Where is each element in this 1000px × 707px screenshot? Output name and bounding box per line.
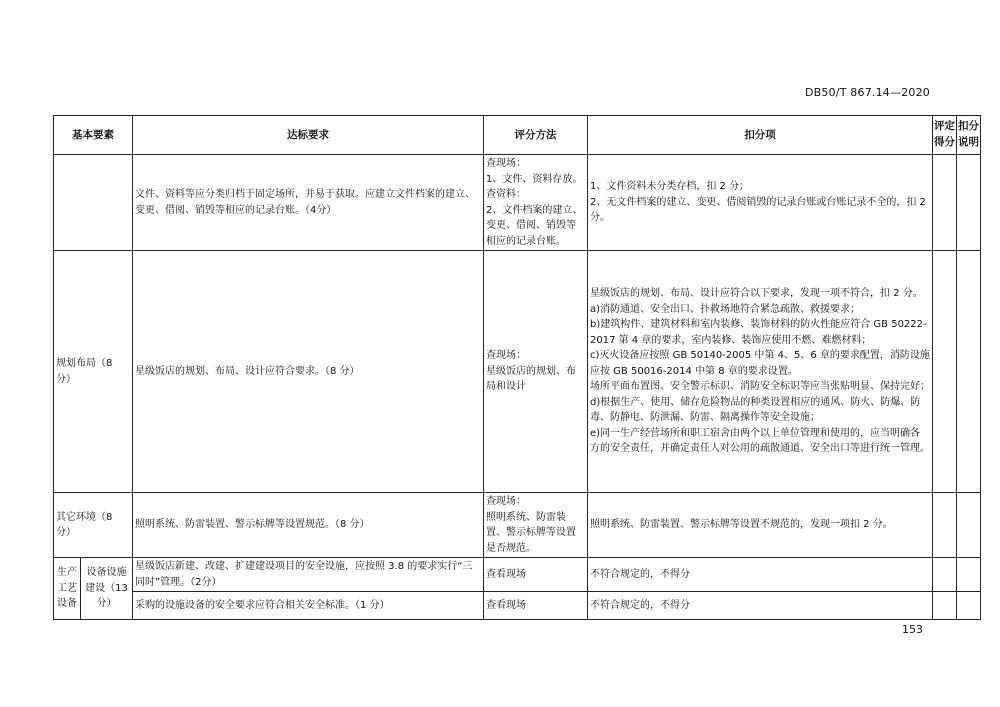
cell-note — [957, 592, 981, 620]
cell-element: 规划布局（8 分） — [54, 251, 133, 493]
cell-rating — [933, 251, 957, 493]
cell-method: 查现场： 照明系统、防雷装置、警示标牌等设置是否规范。 — [484, 493, 588, 558]
table-row — [54, 251, 981, 493]
cell-deduction: 星级饭店的规划、布局、设计应符合以下要求，发现一项不符合，扣 2 分。 a)消防通道、安全出口、扑救场地符合紧急疏散、救援要求； b)建筑构件、建筑材料和室内装修、装饰材料的防火性能应符合 GB 50222-2017 第 4 章的要求，室内装修、装饰应使用不燃、难燃材料； c)灭火设备应按照 GB 50140-2005 中第 4、5、6 章的要求配置，消防设施应按 GB 50016-2014 中第 8 章的要求设置。 场所平面布置图、安全警示标识、消防安全标识等应当张贴明显、保持完好； d)根据生产、使用、储存危险物品的种类设置相应的通风、防火、防爆、防毒、防静电、防泄漏、防雷、隔离操作等安全设施； e)同一生产经营场所和职工宿舍由两个以上单位管理和使用的，应当明确各方的安全责任，并确定责任人对公用的疏散通道、安全出口等进行统一管理。 — [588, 251, 933, 493]
cell-method: 查看现场 — [484, 592, 588, 620]
cell-deduction: 不符合规定的，不得分 — [588, 592, 933, 620]
cell-method: 查现场： 星级饭店的规划、布局和设计 — [484, 251, 588, 493]
header-deduction-note: 扣分说明 — [957, 116, 981, 155]
table-row — [54, 155, 981, 251]
header-rating: 评定得分 — [933, 116, 957, 155]
cell-rating — [933, 155, 957, 251]
cell-element: 其它环境（8 分） — [54, 493, 133, 558]
cell-note — [957, 493, 981, 558]
cell-element: 设备设施建设（13 分） — [81, 558, 133, 620]
table-row — [54, 558, 981, 592]
cell-requirement: 采购的设施设备的安全要求应符合相关安全标准。（1 分） — [133, 592, 484, 620]
cell-requirement: 照明系统、防雷装置、警示标牌等设置规范。（8 分） — [133, 493, 484, 558]
cell-rating — [933, 558, 957, 592]
cell-deduction: 1、文件资料未分类存档，扣 2 分； 2、无文件档案的建立、变更、借阅销毁的记录台账或台账记录不全的，扣 2 分。 — [588, 155, 933, 251]
cell-deduction: 照明系统、防雷装置、警示标牌等设置不规范的，发现一项扣 2 分。 — [588, 493, 933, 558]
header-scoring-method: 评分方法 — [484, 116, 588, 155]
cell-rating — [933, 493, 957, 558]
table-row — [54, 592, 981, 620]
header-deductions: 扣分项 — [588, 116, 933, 155]
page-number: 153 — [902, 623, 923, 636]
cell-deduction: 不符合规定的，不得分 — [588, 558, 933, 592]
header-basic-elements: 基本要素 — [54, 116, 133, 155]
document-code: DB50/T 867.14—2020 — [804, 86, 930, 99]
cell-rating — [933, 592, 957, 620]
cell-requirement: 星级饭店新建、改建、扩建建设项目的安全设施，应按照 3.8 的要求实行“三同时”管理。（2分） — [133, 558, 484, 592]
cell-note — [957, 155, 981, 251]
cell-method: 查看现场 — [484, 558, 588, 592]
table-row — [54, 493, 981, 558]
cell-method: 查现场： 1、文件、资料存放。 查资料： 2、文件档案的建立、变更、借阅、销毁等相应的记录台账。 — [484, 155, 588, 251]
header-requirements: 达标要求 — [133, 116, 484, 155]
cell-group: 生产工艺设备 — [54, 558, 81, 620]
cell-note — [957, 558, 981, 592]
cell-element — [54, 155, 133, 251]
cell-requirement: 文件、资料等应分类归档于固定场所，并易于获取。应建立文件档案的建立、变更、借阅、销毁等相应的记录台账。（4分） — [133, 155, 484, 251]
table-header-row — [54, 116, 981, 155]
standards-table — [53, 115, 981, 620]
cell-note — [957, 251, 981, 493]
cell-requirement: 星级饭店的规划、布局、设计应符合要求。（8 分） — [133, 251, 484, 493]
